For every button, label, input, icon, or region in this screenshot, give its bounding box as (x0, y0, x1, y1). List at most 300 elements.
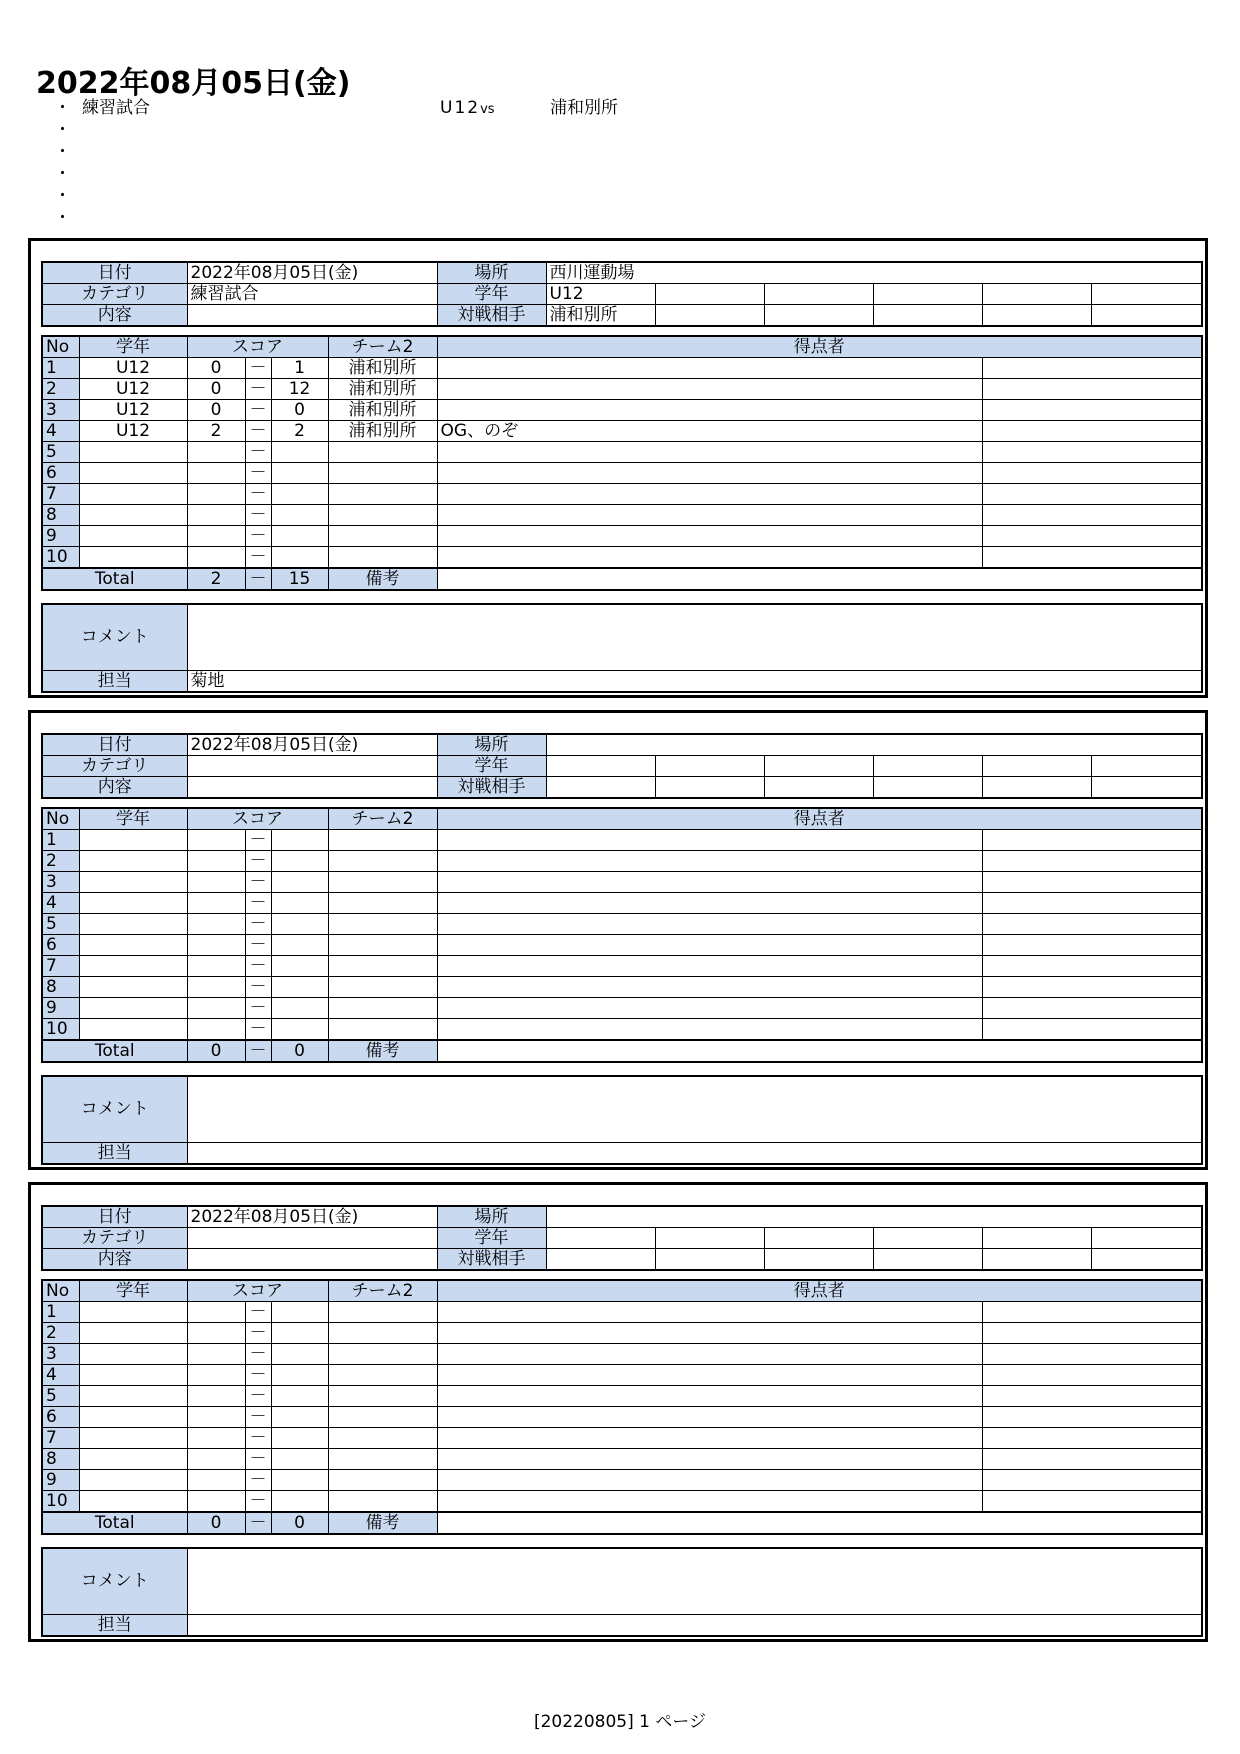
row-no: 10 (42, 547, 79, 569)
row-team2 (328, 526, 437, 547)
row-grade (79, 505, 187, 526)
row-score-dash: － (245, 379, 271, 400)
row-score-dash: － (245, 1323, 271, 1344)
results-table (41, 335, 1203, 591)
info-row (42, 1228, 1202, 1249)
table-row (42, 914, 1202, 935)
table-row (42, 358, 1202, 379)
row-score-home (187, 1323, 245, 1344)
row-team2 (328, 851, 437, 872)
empty-cell (982, 935, 1202, 956)
row-score-home (187, 505, 245, 526)
summary-bullet (50, 97, 1150, 119)
row-grade (79, 463, 187, 484)
row-grade (79, 998, 187, 1019)
row-score-away (271, 1365, 328, 1386)
empty-cell (982, 914, 1202, 935)
label-grade: 学年 (437, 756, 546, 777)
empty-cell (982, 872, 1202, 893)
row-score-away (271, 977, 328, 998)
row-score-home (187, 463, 245, 484)
remarks-label: 備考 (328, 568, 437, 590)
row-score-away (271, 1449, 328, 1470)
row-no: 8 (42, 977, 79, 998)
row-score-home: 2 (187, 421, 245, 442)
results-header-row (42, 336, 1202, 358)
header-scorers: 得点者 (437, 1280, 1202, 1302)
row-score-away (271, 830, 328, 851)
empty-cell (764, 1249, 873, 1271)
empty-cell (982, 1449, 1202, 1470)
match-report-section (28, 238, 1208, 698)
label-opponent: 対戦相手 (437, 305, 546, 327)
table-row (42, 505, 1202, 526)
empty-cell (655, 1228, 764, 1249)
row-score-away (271, 1323, 328, 1344)
category-value: 練習試合 (187, 284, 437, 305)
header-score: スコア (187, 1280, 328, 1302)
row-score-dash: － (245, 1344, 271, 1365)
row-grade (79, 1344, 187, 1365)
row-score-home (187, 1365, 245, 1386)
row-no: 3 (42, 400, 79, 421)
empty-cell (873, 777, 982, 799)
row-score-home (187, 893, 245, 914)
header-score: スコア (187, 808, 328, 830)
row-grade (79, 830, 187, 851)
row-team2 (328, 1365, 437, 1386)
empty-cell (873, 1249, 982, 1271)
row-score-dash: － (245, 1491, 271, 1513)
row-score-away (271, 1019, 328, 1041)
total-dash: － (245, 568, 271, 590)
row-scorers (437, 526, 982, 547)
row-scorers (437, 1323, 982, 1344)
row-scorers (437, 358, 982, 379)
row-no: 7 (42, 484, 79, 505)
empty-cell (764, 756, 873, 777)
grade-value (546, 1228, 655, 1249)
comment-table (41, 1547, 1203, 1637)
row-grade (79, 1491, 187, 1513)
summary-bullet (50, 207, 1150, 229)
date-value: 2022年08月05日(金) (187, 262, 437, 284)
category-value (187, 1228, 437, 1249)
header-scorers: 得点者 (437, 808, 1202, 830)
empty-cell (1091, 1228, 1202, 1249)
row-score-away (271, 526, 328, 547)
row-grade (79, 872, 187, 893)
row-team2 (328, 1470, 437, 1491)
row-score-dash: － (245, 358, 271, 379)
row-team2 (328, 484, 437, 505)
table-row (42, 851, 1202, 872)
empty-cell (982, 1470, 1202, 1491)
empty-cell (873, 284, 982, 305)
match-info-table (41, 261, 1203, 327)
label-place: 場所 (437, 1206, 546, 1228)
label-staff: 担当 (42, 1614, 187, 1636)
total-home: 0 (187, 1512, 245, 1534)
content-value (187, 777, 437, 799)
row-score-home (187, 1470, 245, 1491)
place-value: 西川運動場 (546, 262, 1202, 284)
label-content: 内容 (42, 1249, 187, 1271)
table-row (42, 442, 1202, 463)
row-score-away (271, 872, 328, 893)
row-grade: U12 (79, 358, 187, 379)
label-content: 内容 (42, 777, 187, 799)
row-score-away (271, 851, 328, 872)
summary-bullets (50, 97, 1150, 229)
empty-cell (982, 1428, 1202, 1449)
bullet-dot-icon: ・ (54, 142, 71, 162)
row-score-away (271, 998, 328, 1019)
opponent-value: 浦和別所 (546, 305, 655, 327)
bullet-dot-icon: ・ (54, 98, 71, 118)
label-opponent: 対戦相手 (437, 777, 546, 799)
row-score-home (187, 956, 245, 977)
info-row (42, 1206, 1202, 1228)
table-row (42, 977, 1202, 998)
label-comment: コメント (42, 604, 187, 670)
total-label: Total (42, 568, 187, 590)
comment-value (187, 604, 1202, 670)
row-team2 (328, 956, 437, 977)
row-score-away (271, 1407, 328, 1428)
row-score-away (271, 442, 328, 463)
row-score-away (271, 1491, 328, 1513)
comment-row (42, 1076, 1202, 1142)
row-team2 (328, 893, 437, 914)
remarks-value (437, 1512, 1202, 1534)
label-grade: 学年 (437, 1228, 546, 1249)
total-away: 0 (271, 1040, 328, 1062)
row-score-dash: － (245, 1470, 271, 1491)
total-dash: － (245, 1040, 271, 1062)
row-score-dash: － (245, 851, 271, 872)
row-grade: U12 (79, 421, 187, 442)
comment-row (42, 604, 1202, 670)
info-row (42, 1249, 1202, 1271)
empty-cell (982, 1386, 1202, 1407)
row-score-home (187, 998, 245, 1019)
results-table (41, 1279, 1203, 1535)
row-score-away (271, 1302, 328, 1323)
row-score-away (271, 935, 328, 956)
row-grade (79, 1386, 187, 1407)
total-row (42, 1040, 1202, 1062)
table-row (42, 1428, 1202, 1449)
bullet-vs: vs (480, 102, 495, 117)
info-row (42, 734, 1202, 756)
row-score-away (271, 893, 328, 914)
table-row (42, 1323, 1202, 1344)
empty-cell (982, 1019, 1202, 1041)
row-grade (79, 1302, 187, 1323)
row-grade (79, 893, 187, 914)
table-row (42, 484, 1202, 505)
row-score-home (187, 1407, 245, 1428)
summary-bullet (50, 163, 1150, 185)
bullet-dot-icon: ・ (54, 208, 71, 228)
match-info-table (41, 1205, 1203, 1271)
row-scorers (437, 1302, 982, 1323)
results-header-row (42, 808, 1202, 830)
header-grade: 学年 (79, 808, 187, 830)
total-row (42, 1512, 1202, 1534)
row-no: 6 (42, 1407, 79, 1428)
label-content: 内容 (42, 305, 187, 327)
total-away: 15 (271, 568, 328, 590)
staff-value: 菊地 (187, 670, 1202, 692)
row-team2 (328, 505, 437, 526)
header-grade: 学年 (79, 336, 187, 358)
row-no: 9 (42, 1470, 79, 1491)
header-grade: 学年 (79, 1280, 187, 1302)
place-value (546, 1206, 1202, 1228)
grade-value: U12 (546, 284, 655, 305)
comment-value (187, 1548, 1202, 1614)
row-score-dash: － (245, 505, 271, 526)
row-score-dash: － (245, 956, 271, 977)
row-score-dash: － (245, 421, 271, 442)
empty-cell (982, 756, 1091, 777)
empty-cell (873, 756, 982, 777)
empty-cell (764, 1228, 873, 1249)
opponent-value (546, 1249, 655, 1271)
row-no: 8 (42, 505, 79, 526)
row-team2 (328, 914, 437, 935)
row-team2 (328, 830, 437, 851)
row-team2 (328, 547, 437, 569)
empty-cell (982, 421, 1202, 442)
row-team2 (328, 1407, 437, 1428)
row-team2 (328, 1344, 437, 1365)
remarks-value (437, 1040, 1202, 1062)
row-scorers (437, 505, 982, 526)
row-score-away (271, 463, 328, 484)
table-row (42, 421, 1202, 442)
row-no: 7 (42, 1428, 79, 1449)
row-team2 (328, 1428, 437, 1449)
row-scorers (437, 463, 982, 484)
bullet-grade (440, 97, 495, 121)
content-value (187, 305, 437, 327)
empty-cell (764, 777, 873, 799)
bullet-dot-icon: ・ (54, 186, 71, 206)
label-staff: 担当 (42, 670, 187, 692)
empty-cell (982, 777, 1091, 799)
empty-cell (655, 284, 764, 305)
table-row (42, 526, 1202, 547)
empty-cell (1091, 756, 1202, 777)
row-scorers (437, 893, 982, 914)
label-place: 場所 (437, 262, 546, 284)
total-label: Total (42, 1512, 187, 1534)
row-score-dash: － (245, 872, 271, 893)
row-grade (79, 977, 187, 998)
row-grade (79, 547, 187, 569)
row-score-away (271, 1470, 328, 1491)
empty-cell (982, 284, 1091, 305)
match-report-section (28, 710, 1208, 1170)
row-score-home (187, 1428, 245, 1449)
row-team2 (328, 1323, 437, 1344)
row-team2 (328, 463, 437, 484)
row-scorers (437, 442, 982, 463)
header-no: No (42, 808, 79, 830)
row-no: 5 (42, 442, 79, 463)
row-scorers (437, 998, 982, 1019)
row-scorers (437, 1407, 982, 1428)
row-no: 2 (42, 379, 79, 400)
row-scorers (437, 400, 982, 421)
empty-cell (655, 305, 764, 327)
empty-cell (764, 305, 873, 327)
row-grade (79, 1428, 187, 1449)
row-grade (79, 914, 187, 935)
empty-cell (982, 547, 1202, 569)
comment-table (41, 1075, 1203, 1165)
match-info-table (41, 733, 1203, 799)
row-score-home (187, 851, 245, 872)
empty-cell (982, 851, 1202, 872)
row-score-away (271, 956, 328, 977)
row-score-home: 0 (187, 358, 245, 379)
table-row (42, 830, 1202, 851)
row-score-home (187, 526, 245, 547)
info-row (42, 756, 1202, 777)
row-score-away (271, 547, 328, 569)
row-score-dash: － (245, 998, 271, 1019)
table-row (42, 1407, 1202, 1428)
empty-cell (982, 358, 1202, 379)
empty-cell (982, 893, 1202, 914)
row-score-dash: － (245, 484, 271, 505)
row-scorers: OG、のぞ (437, 421, 982, 442)
row-score-dash: － (245, 830, 271, 851)
row-score-dash: － (245, 547, 271, 569)
label-date: 日付 (42, 734, 187, 756)
table-row (42, 1019, 1202, 1041)
row-no: 8 (42, 1449, 79, 1470)
row-score-dash: － (245, 1449, 271, 1470)
row-grade: U12 (79, 379, 187, 400)
content-value (187, 1249, 437, 1271)
empty-cell (982, 305, 1091, 327)
row-score-away (271, 1386, 328, 1407)
empty-cell (982, 1302, 1202, 1323)
staff-value (187, 1614, 1202, 1636)
row-score-home (187, 935, 245, 956)
empty-cell (873, 1228, 982, 1249)
comment-table (41, 603, 1203, 693)
label-date: 日付 (42, 262, 187, 284)
row-no: 1 (42, 358, 79, 379)
staff-row (42, 1142, 1202, 1164)
empty-cell (982, 1228, 1091, 1249)
row-team2 (328, 442, 437, 463)
row-scorers (437, 1428, 982, 1449)
row-no: 10 (42, 1491, 79, 1513)
staff-value (187, 1142, 1202, 1164)
row-scorers (437, 1491, 982, 1513)
empty-cell (655, 777, 764, 799)
row-score-away (271, 1344, 328, 1365)
info-row (42, 284, 1202, 305)
grade-value (546, 756, 655, 777)
row-no: 1 (42, 830, 79, 851)
row-score-home (187, 1491, 245, 1513)
table-row (42, 1344, 1202, 1365)
total-home: 0 (187, 1040, 245, 1062)
bullet-opponent: 浦和別所 (550, 98, 618, 118)
row-team2 (328, 977, 437, 998)
empty-cell (655, 756, 764, 777)
header-team2: チーム2 (328, 336, 437, 358)
row-score-home: 0 (187, 379, 245, 400)
table-row (42, 379, 1202, 400)
info-row (42, 262, 1202, 284)
staff-row (42, 670, 1202, 692)
row-scorers (437, 872, 982, 893)
comment-value (187, 1076, 1202, 1142)
empty-cell (1091, 1249, 1202, 1271)
row-score-home: 0 (187, 400, 245, 421)
row-score-away (271, 1428, 328, 1449)
summary-bullet (50, 185, 1150, 207)
row-team2 (328, 1302, 437, 1323)
row-score-dash: － (245, 400, 271, 421)
row-no: 4 (42, 421, 79, 442)
row-scorers (437, 956, 982, 977)
row-scorers (437, 851, 982, 872)
row-scorers (437, 1019, 982, 1041)
empty-cell (982, 1491, 1202, 1513)
row-scorers (437, 1470, 982, 1491)
bullet-grade-text: U12 (440, 98, 481, 118)
row-grade (79, 1449, 187, 1470)
opponent-value (546, 777, 655, 799)
table-row (42, 1491, 1202, 1513)
empty-cell (982, 830, 1202, 851)
total-away: 0 (271, 1512, 328, 1534)
empty-cell (982, 1323, 1202, 1344)
label-comment: コメント (42, 1548, 187, 1614)
empty-cell (982, 400, 1202, 421)
total-dash: － (245, 1512, 271, 1534)
row-no: 3 (42, 1344, 79, 1365)
results-header-row (42, 1280, 1202, 1302)
total-label: Total (42, 1040, 187, 1062)
row-no: 3 (42, 872, 79, 893)
row-no: 6 (42, 935, 79, 956)
row-scorers (437, 379, 982, 400)
row-scorers (437, 1344, 982, 1365)
label-grade: 学年 (437, 284, 546, 305)
info-row (42, 777, 1202, 799)
row-score-dash: － (245, 914, 271, 935)
table-row (42, 1470, 1202, 1491)
header-no: No (42, 1280, 79, 1302)
row-score-dash: － (245, 977, 271, 998)
place-value (546, 734, 1202, 756)
row-no: 10 (42, 1019, 79, 1041)
empty-cell (982, 505, 1202, 526)
row-no: 2 (42, 851, 79, 872)
empty-cell (982, 1365, 1202, 1386)
